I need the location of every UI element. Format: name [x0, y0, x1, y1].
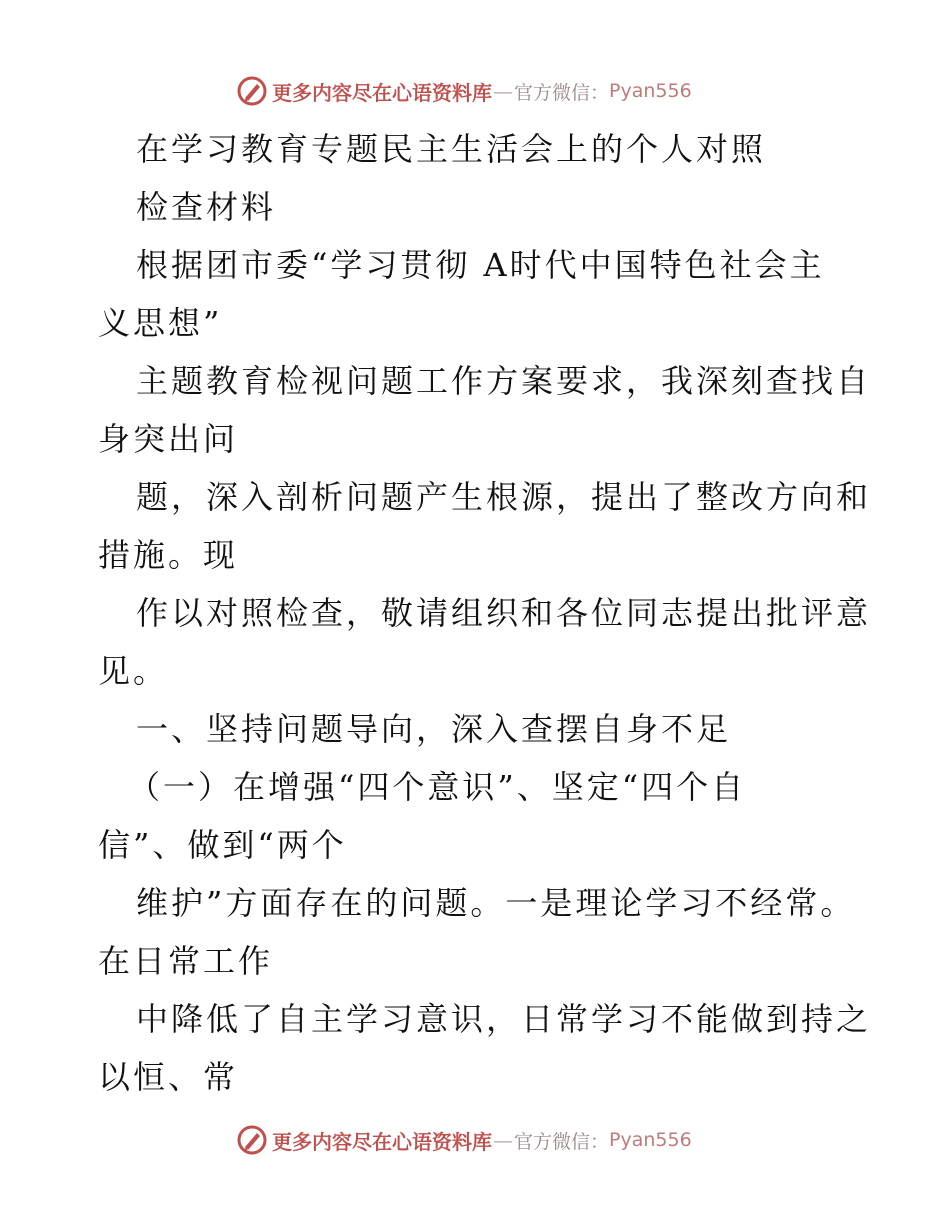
subsection-heading: （一）在增强“四个意识”、坚定“四个自	[128, 768, 747, 806]
paragraph-line: 见。	[98, 652, 169, 690]
watermark-dash: —	[493, 1128, 513, 1152]
paragraph-line: 题，深入剖析问题产生根源，提出了整改方向和	[136, 478, 872, 516]
paragraph-line: 主题教育检视问题工作方案要求，我深刻查找自	[136, 362, 872, 400]
watermark-wechat-id: Pyan556	[609, 1129, 692, 1151]
document-title-line-2: 检查材料	[136, 188, 277, 226]
paragraph-line: 信”、做到“两个	[98, 826, 347, 864]
paragraph-line: 在日常工作	[98, 942, 274, 980]
paragraph-line: 以恒、常	[98, 1058, 239, 1096]
pen-logo-icon	[236, 75, 268, 107]
watermark-official-label: 官方微信：	[514, 1130, 610, 1153]
paragraph-line: 根据团市委“学习贯彻 A时代中国特色社会主	[136, 246, 825, 284]
watermark-official-label: 官方微信：	[514, 81, 610, 104]
watermark-text: 更多内容尽在心语资料库	[272, 80, 492, 105]
paragraph-line: 中降低了自主学习意识，日常学习不能做到持之	[136, 1000, 872, 1038]
section-heading: 一、坚持问题导向，深入查摆自身不足	[136, 710, 732, 748]
watermark-wechat-id: Pyan556	[609, 80, 692, 102]
pen-logo-icon	[236, 1124, 268, 1156]
document-title-line-1: 在学习教育专题民主生活会上的个人对照	[136, 130, 767, 168]
header-watermark	[236, 74, 692, 108]
paragraph-line: 维护”方面存在的问题。一是理论学习不经常。	[136, 884, 856, 922]
watermark-dash: —	[493, 79, 513, 103]
footer-watermark	[236, 1123, 692, 1157]
paragraph-line: 义思想”	[98, 304, 223, 342]
paragraph-line: 身突出问	[98, 420, 239, 458]
watermark-text: 更多内容尽在心语资料库	[272, 1129, 492, 1154]
paragraph-line: 作以对照检查，敬请组织和各位同志提出批评意	[136, 594, 872, 632]
paragraph-line: 措施。现	[98, 536, 239, 574]
